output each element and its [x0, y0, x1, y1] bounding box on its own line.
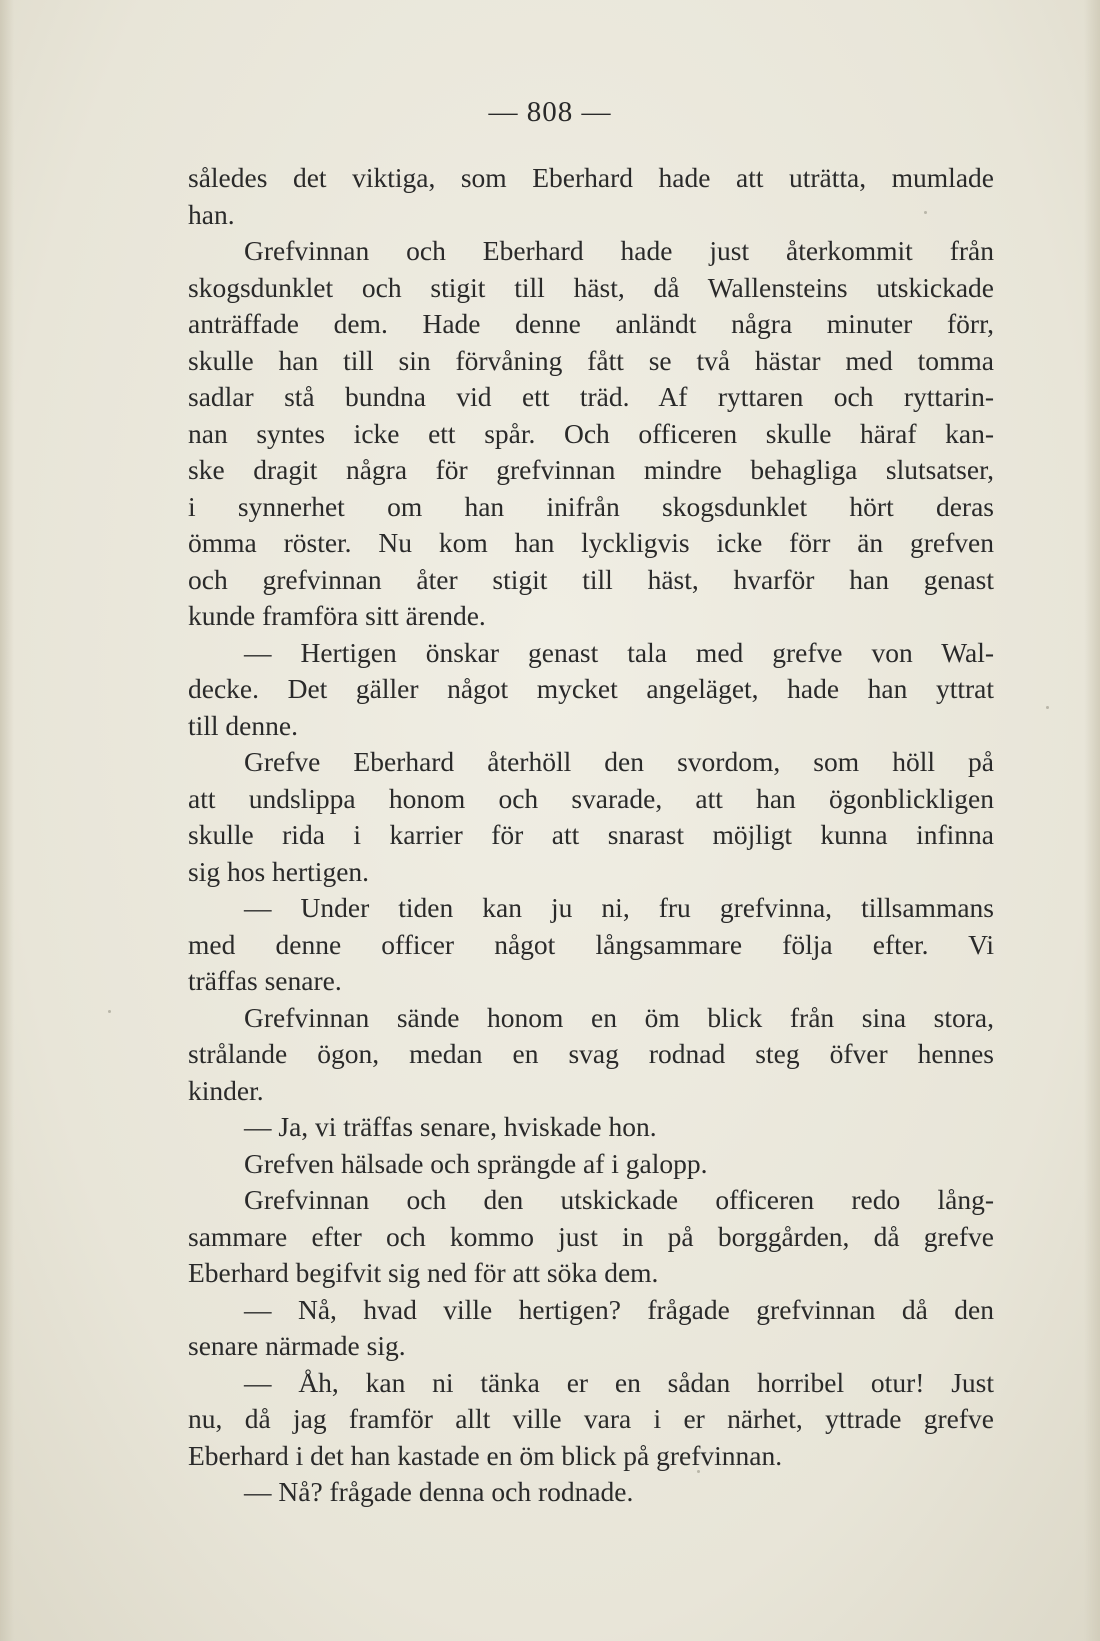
text-line: — Under tiden kan ju ni, fru grefvinna, tillsammans — [244, 892, 994, 923]
paper-speck — [1046, 706, 1049, 709]
body-text — [188, 160, 994, 1511]
text-line: — Hertigen önskar genast tala med grefve von Wal- — [244, 636, 994, 668]
paper-speck — [697, 1470, 700, 1473]
text-line: sig hos hertigen. — [188, 855, 370, 887]
text-line: således det viktiga, som Eberhard hade att uträtta, mumlade — [188, 162, 994, 193]
text-line: kunde framföra sitt ärende. — [188, 600, 486, 631]
text-line: ske dragit några för grefvinnan mindre behagliga slutsatser, — [188, 454, 994, 485]
text-line: anträffade dem. Hade denne anländt några minuter förr, — [188, 308, 994, 339]
text-line: — Nå? frågade denna och rodnade. — [244, 1476, 634, 1507]
text-line: att undslippa honom och svarade, att han ögonblickligen — [188, 782, 994, 814]
text-line: han. — [188, 198, 235, 230]
page-left-edge — [0, 0, 14, 1641]
text-line: med denne officer något långsammare följa efter. Vi — [188, 928, 994, 960]
text-line: Eberhard begifvit sig ned för att söka dem. — [188, 1257, 659, 1288]
text-line: skulle han till sin förvåning fått se två hästar med tomma — [188, 344, 994, 376]
paper-speck — [108, 1010, 111, 1013]
paper-speck — [924, 211, 927, 214]
page-number: — 808 — — [488, 96, 612, 128]
text-line: — Nå, hvad ville hertigen? frågade grefvinnan då den — [244, 1293, 994, 1325]
page-right-edge — [1084, 0, 1100, 1641]
text-line: Grefven hälsade och sprängde af i galopp. — [244, 1147, 708, 1179]
text-line: sammare efter och kommo just in på borggården, då grefve — [188, 1220, 994, 1252]
text-line: — Åh, kan ni tänka er en sådan horribel otur! Just — [244, 1366, 994, 1398]
text-line: decke. Det gäller något mycket angeläget, hade han yttrat — [188, 673, 994, 704]
text-line: nu, då jag framför allt ville vara i er närhet, yttrade grefve — [188, 1403, 994, 1434]
text-line: sadlar stå bundna vid ett träd. Af ryttaren och ryttarin- — [188, 381, 994, 412]
text-line: Eberhard i det han kastade en öm blick på grefvinnan. — [188, 1439, 783, 1471]
text-line: ömma röster. Nu kom han lyckligvis icke förr än grefven — [188, 527, 994, 558]
text-line: i synnerhet om han inifrån skogsdunklet hört deras — [188, 490, 994, 522]
text-line: träffas senare. — [188, 965, 342, 996]
text-line: kinder. — [188, 1074, 264, 1106]
text-line: — Ja, vi träffas senare, hviskade hon. — [244, 1111, 657, 1142]
text-line: och grefvinnan åter stigit till häst, hvarför han genast — [188, 563, 994, 595]
text-line: skogsdunklet och stigit till häst, då Wallensteins utskickade — [188, 271, 994, 303]
text-line: Grefvinnan och den utskickade officeren redo lång- — [244, 1184, 994, 1215]
text-line: Grefvinnan och Eberhard hade just återkommit från — [244, 235, 994, 266]
text-line: skulle rida i karrier för att snarast möjligt kunna infinna — [188, 819, 994, 850]
text-line: senare närmade sig. — [188, 1330, 406, 1361]
text-line: Grefvinnan sände honom en öm blick från sina stora, — [244, 1001, 994, 1033]
text-line: strålande ögon, medan en svag rodnad steg öfver hennes — [188, 1038, 994, 1069]
text-line: till denne. — [188, 709, 298, 741]
text-line: Grefve Eberhard återhöll den svordom, som höll på — [244, 746, 994, 777]
text-line: nan syntes icke ett spår. Och officeren skulle häraf kan- — [188, 417, 994, 449]
